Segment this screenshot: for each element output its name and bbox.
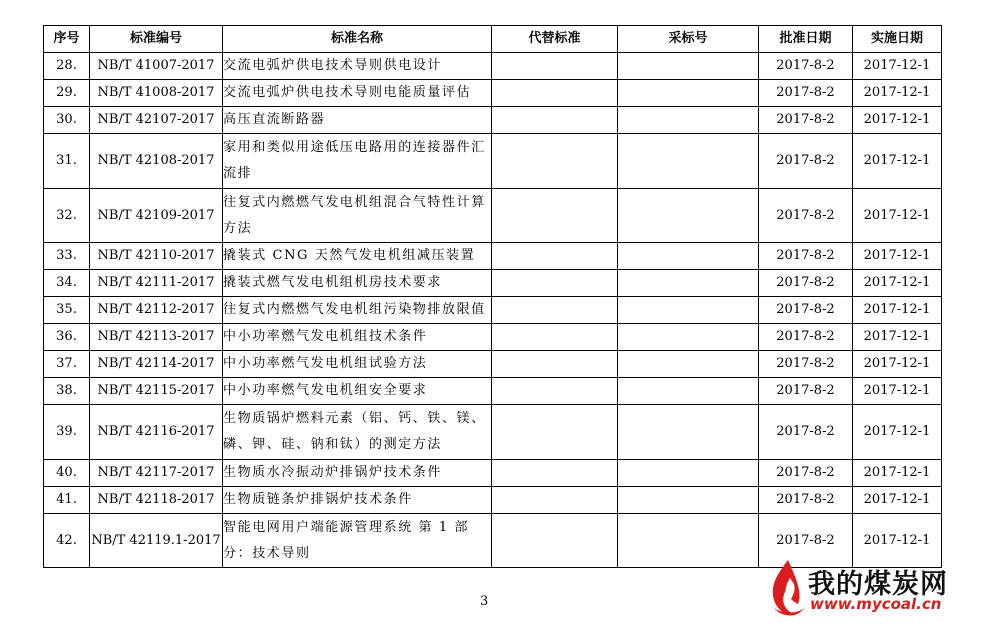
adopted-standard	[618, 324, 759, 351]
flame-icon	[768, 558, 808, 620]
approval-date: 2017-8-2	[759, 270, 853, 297]
standard-code: NB/T 42110-2017	[90, 243, 223, 270]
row-number: 39.	[44, 405, 90, 460]
table-row	[44, 487, 942, 514]
row-number: 33.	[44, 243, 90, 270]
replaced-standard	[492, 487, 618, 514]
table-row	[44, 405, 942, 460]
approval-date: 2017-8-2	[759, 460, 853, 487]
standard-name: 中小功率燃气发电机组试验方法	[223, 351, 492, 378]
header-name: 标准名称	[223, 26, 492, 53]
standard-code: NB/T 42107-2017	[90, 107, 223, 134]
approval-date: 2017-8-2	[759, 351, 853, 378]
effective-date: 2017-12-1	[853, 487, 942, 514]
table-row	[44, 189, 942, 243]
standard-name: 中小功率燃气发电机组技术条件	[223, 324, 492, 351]
adopted-standard	[618, 378, 759, 405]
row-number: 37.	[44, 351, 90, 378]
replaced-standard	[492, 297, 618, 324]
replaced-standard	[492, 189, 618, 243]
adopted-standard	[618, 405, 759, 460]
adopted-standard	[618, 134, 759, 189]
replaced-standard	[492, 405, 618, 460]
approval-date: 2017-8-2	[759, 324, 853, 351]
replaced-standard	[492, 270, 618, 297]
table-row	[44, 80, 942, 107]
standard-code: NB/T 42111-2017	[90, 270, 223, 297]
approval-date: 2017-8-2	[759, 487, 853, 514]
adopted-standard	[618, 80, 759, 107]
header-effective: 实施日期	[853, 26, 942, 53]
row-number: 38.	[44, 378, 90, 405]
replaced-standard	[492, 134, 618, 189]
effective-date: 2017-12-1	[853, 460, 942, 487]
table-header	[44, 26, 942, 53]
effective-date: 2017-12-1	[853, 324, 942, 351]
standard-name: 生物质锅炉燃料元素（铝、钙、铁、镁、磷、钾、硅、钠和钛）的测定方法	[223, 405, 492, 460]
adopted-standard	[618, 351, 759, 378]
page-number: 3	[480, 594, 489, 609]
table-row	[44, 351, 942, 378]
standard-code: NB/T 42119.1-2017	[90, 514, 223, 568]
row-number: 42.	[44, 514, 90, 568]
watermark-title: 我的煤炭网	[808, 569, 948, 600]
header-code: 标准编号	[90, 26, 223, 53]
table-row	[44, 243, 942, 270]
table-row	[44, 378, 942, 405]
standard-code: NB/T 41008-2017	[90, 80, 223, 107]
header-replaces: 代替标准	[492, 26, 618, 53]
standard-name: 交流电弧炉供电技术导则电能质量评估	[223, 80, 492, 107]
effective-date: 2017-12-1	[853, 378, 942, 405]
row-number: 36.	[44, 324, 90, 351]
watermark-url: www.mycoal.cn	[810, 595, 942, 613]
approval-date: 2017-8-2	[759, 243, 853, 270]
adopted-standard	[618, 270, 759, 297]
table-row	[44, 53, 942, 80]
effective-date: 2017-12-1	[853, 514, 942, 568]
adopted-standard	[618, 189, 759, 243]
row-number: 40.	[44, 460, 90, 487]
standard-code: NB/T 42117-2017	[90, 460, 223, 487]
replaced-standard	[492, 243, 618, 270]
standard-name: 往复式内燃燃气发电机组混合气特性计算方法	[223, 189, 492, 243]
effective-date: 2017-12-1	[853, 297, 942, 324]
effective-date: 2017-12-1	[853, 189, 942, 243]
row-number: 31.	[44, 134, 90, 189]
replaced-standard	[492, 378, 618, 405]
standard-code: NB/T 42113-2017	[90, 324, 223, 351]
standard-code: NB/T 42109-2017	[90, 189, 223, 243]
approval-date: 2017-8-2	[759, 107, 853, 134]
adopted-standard	[618, 460, 759, 487]
approval-date: 2017-8-2	[759, 514, 853, 568]
approval-date: 2017-8-2	[759, 80, 853, 107]
replaced-standard	[492, 107, 618, 134]
standard-code: NB/T 42116-2017	[90, 405, 223, 460]
standard-name: 生物质水冷振动炉排锅炉技术条件	[223, 460, 492, 487]
watermark-logo	[768, 558, 978, 620]
approval-date: 2017-8-2	[759, 378, 853, 405]
header-approved: 批准日期	[759, 26, 853, 53]
standard-name: 往复式内燃燃气发电机组污染物排放限值	[223, 297, 492, 324]
table-row	[44, 460, 942, 487]
table-row	[44, 297, 942, 324]
table-body	[44, 53, 942, 568]
table-row	[44, 270, 942, 297]
replaced-standard	[492, 324, 618, 351]
table-row	[44, 107, 942, 134]
standard-code: NB/T 42112-2017	[90, 297, 223, 324]
approval-date: 2017-8-2	[759, 53, 853, 80]
standard-name: 高压直流断路器	[223, 107, 492, 134]
table-row	[44, 324, 942, 351]
effective-date: 2017-12-1	[853, 53, 942, 80]
standard-code: NB/T 42114-2017	[90, 351, 223, 378]
approval-date: 2017-8-2	[759, 189, 853, 243]
header-no: 序号	[44, 26, 90, 53]
approval-date: 2017-8-2	[759, 405, 853, 460]
effective-date: 2017-12-1	[853, 134, 942, 189]
standard-code: NB/T 42115-2017	[90, 378, 223, 405]
effective-date: 2017-12-1	[853, 80, 942, 107]
standard-code: NB/T 42108-2017	[90, 134, 223, 189]
adopted-standard	[618, 487, 759, 514]
row-number: 29.	[44, 80, 90, 107]
table-row	[44, 134, 942, 189]
replaced-standard	[492, 514, 618, 568]
adopted-standard	[618, 243, 759, 270]
adopted-standard	[618, 297, 759, 324]
row-number: 30.	[44, 107, 90, 134]
standard-name: 撬装式燃气发电机组机房技术要求	[223, 270, 492, 297]
adopted-standard	[618, 107, 759, 134]
effective-date: 2017-12-1	[853, 351, 942, 378]
standard-name: 家用和类似用途低压电路用的连接器件汇流排	[223, 134, 492, 189]
replaced-standard	[492, 460, 618, 487]
standard-name: 中小功率燃气发电机组安全要求	[223, 378, 492, 405]
adopted-standard	[618, 53, 759, 80]
header-adopted: 采标号	[618, 26, 759, 53]
approval-date: 2017-8-2	[759, 134, 853, 189]
effective-date: 2017-12-1	[853, 270, 942, 297]
standard-code: NB/T 42118-2017	[90, 487, 223, 514]
effective-date: 2017-12-1	[853, 243, 942, 270]
standard-name: 交流电弧炉供电技术导则供电设计	[223, 53, 492, 80]
effective-date: 2017-12-1	[853, 405, 942, 460]
standard-name: 撬装式 CNG 天然气发电机组减压装置	[223, 243, 492, 270]
standards-table	[43, 25, 942, 568]
standard-name: 智能电网用户端能源管理系统 第 1 部分：技术导则	[223, 514, 492, 568]
row-number: 32.	[44, 189, 90, 243]
row-number: 28.	[44, 53, 90, 80]
standard-name: 生物质链条炉排锅炉技术条件	[223, 487, 492, 514]
row-number: 34.	[44, 270, 90, 297]
replaced-standard	[492, 351, 618, 378]
approval-date: 2017-8-2	[759, 297, 853, 324]
replaced-standard	[492, 80, 618, 107]
row-number: 35.	[44, 297, 90, 324]
row-number: 41.	[44, 487, 90, 514]
standard-code: NB/T 41007-2017	[90, 53, 223, 80]
effective-date: 2017-12-1	[853, 107, 942, 134]
replaced-standard	[492, 53, 618, 80]
adopted-standard	[618, 514, 759, 568]
